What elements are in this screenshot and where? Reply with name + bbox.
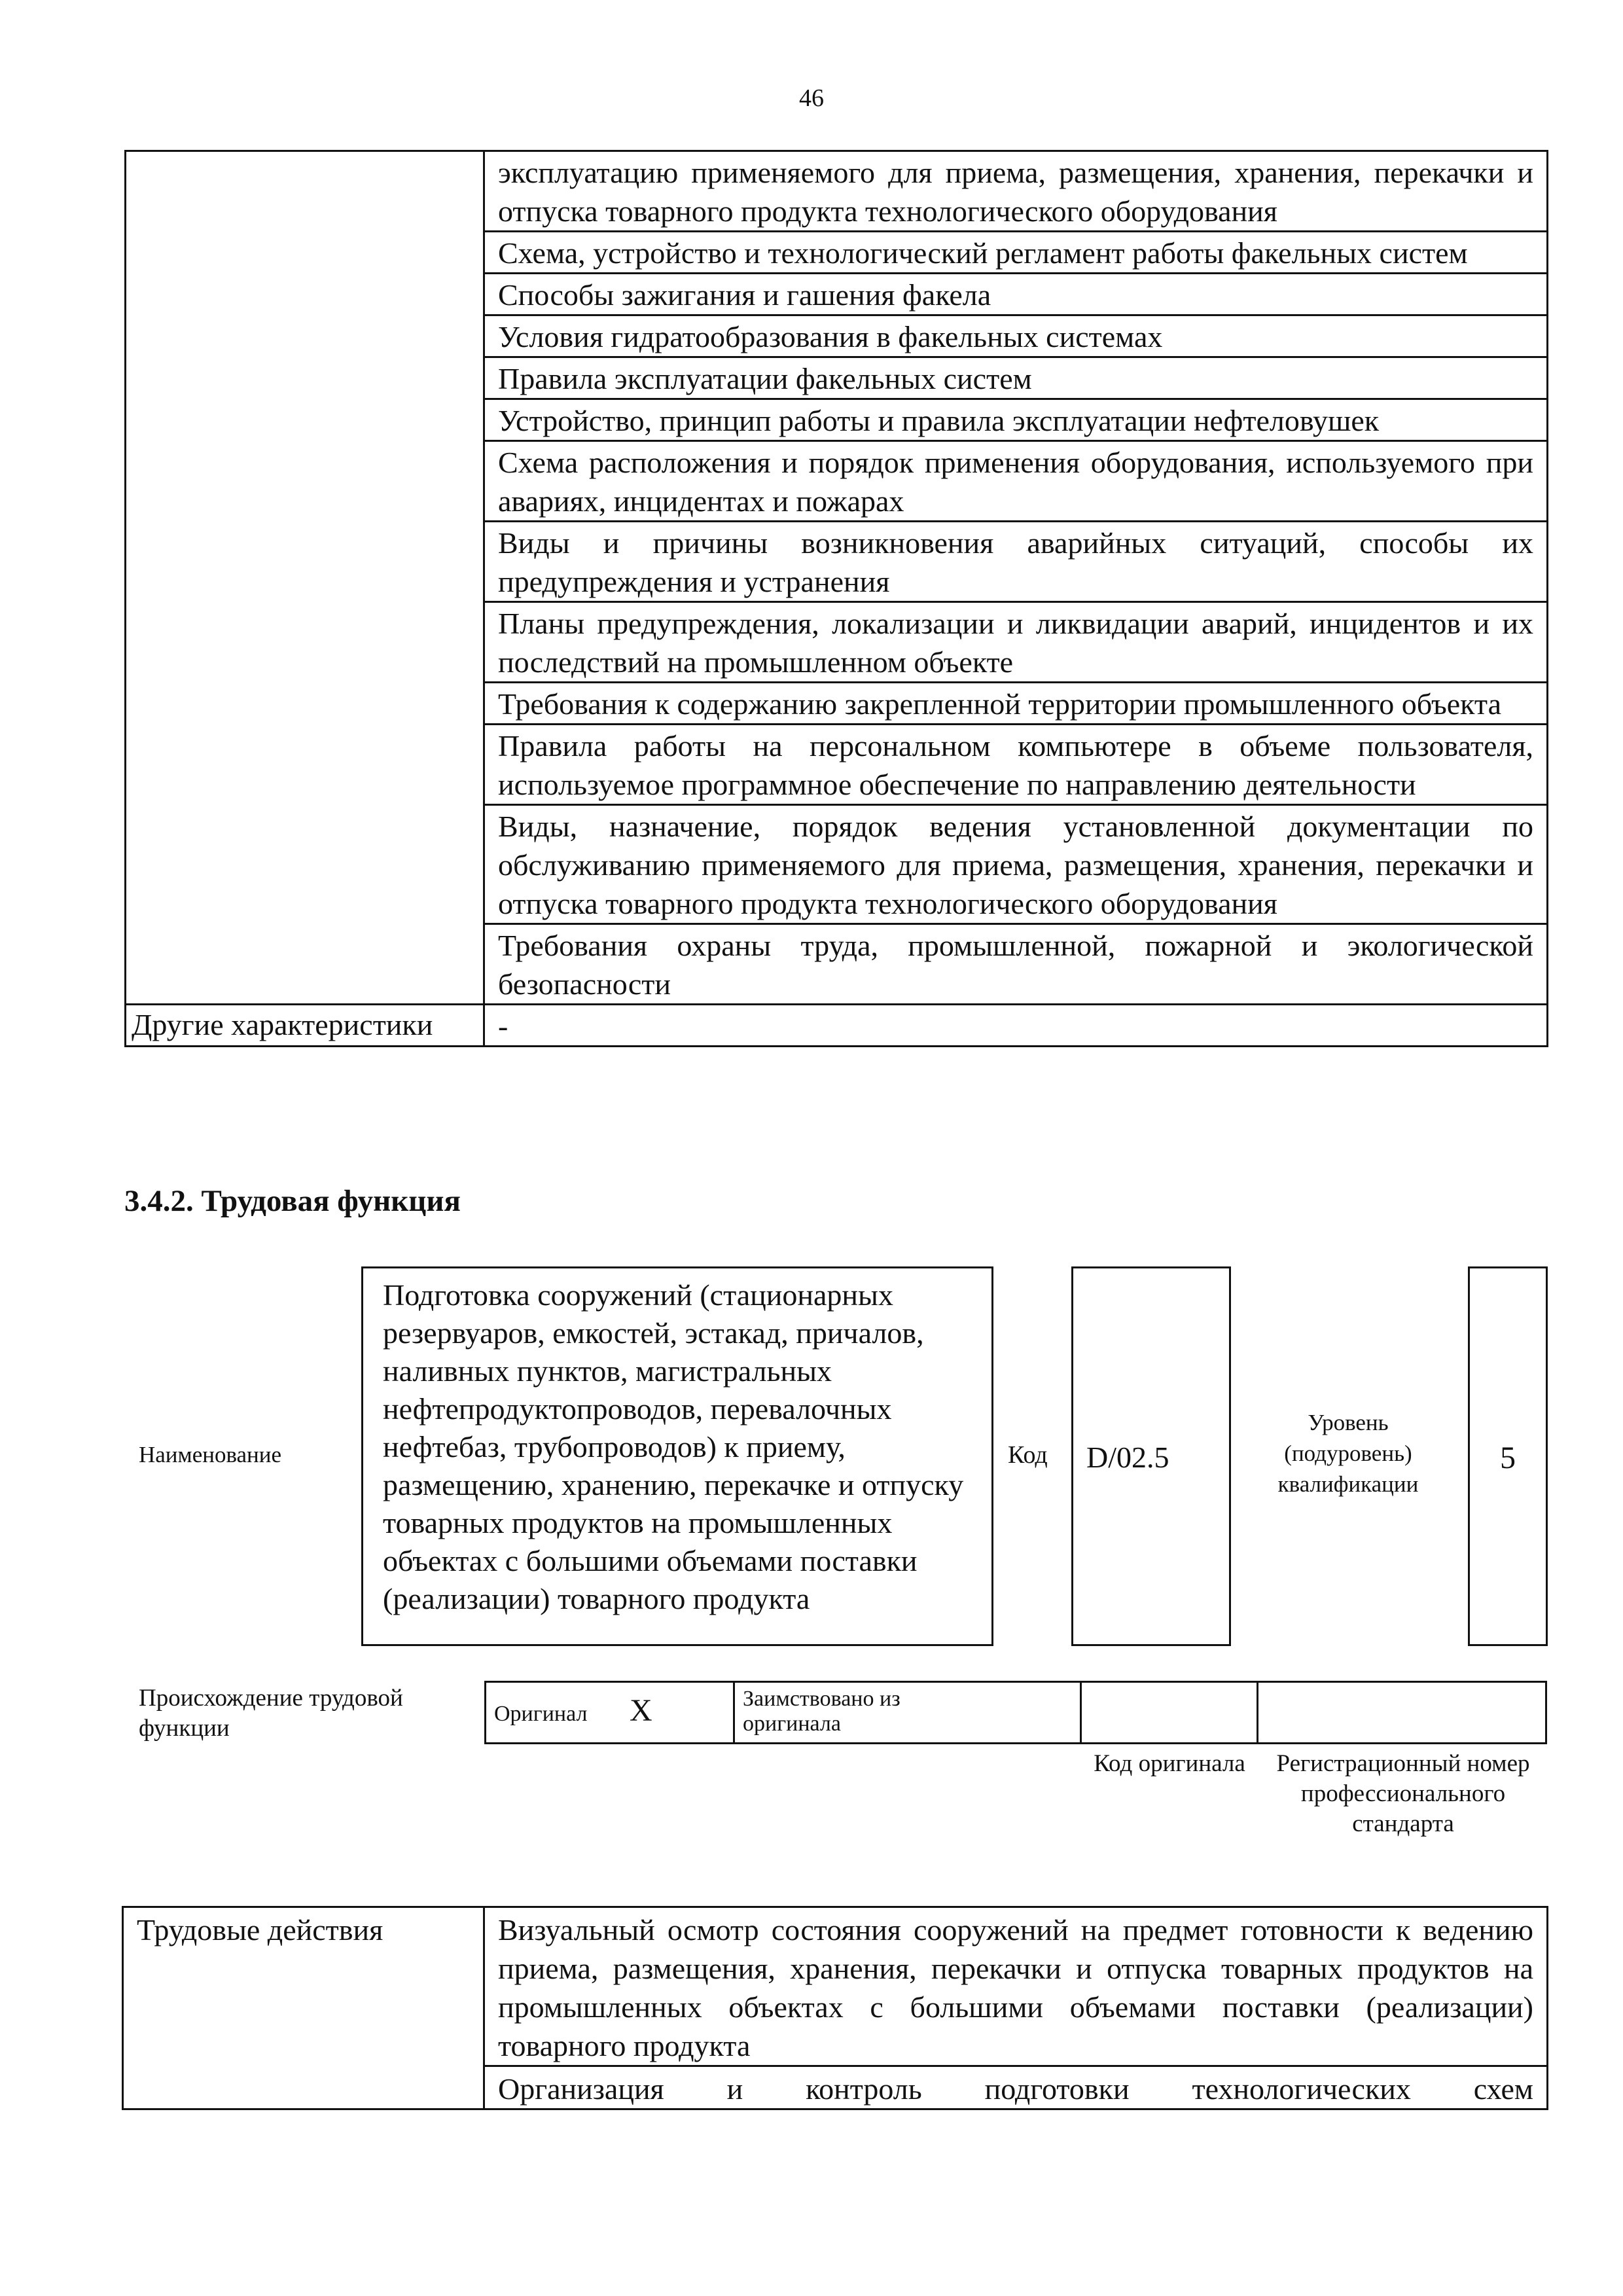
knowledge-item: эксплуатацию применяемого для приема, размещения, хранения, перекачки и отпуска товарного продукта технологического оборудования — [484, 151, 1548, 232]
borrowed-label: Заимствовано из оригинала — [743, 1687, 901, 1736]
origin-reg-cell — [1258, 1682, 1546, 1744]
labor-action-row — [123, 1907, 1548, 2066]
knowledge-item: Виды и причины возникновения аварийных ситуаций, способы их предупреждения и устранения — [484, 522, 1548, 602]
knowledge-item: Схема расположения и порядок применения оборудования, используемого при авариях, инцидентах и пожарах — [484, 441, 1548, 522]
knowledge-item: Способы зажигания и гашения факела — [484, 274, 1548, 315]
code-original-caption: Код оригинала — [1094, 1750, 1245, 1777]
knowledge-item: Требования охраны труда, промышленной, пожарной и экологической безопасности — [484, 924, 1548, 1005]
origin-label: Происхождение трудовой функции — [139, 1685, 403, 1742]
section-heading: 3.4.2. Трудовая функция — [124, 1184, 461, 1218]
level-label: Уровень (подуровень) квалификации — [1277, 1410, 1419, 1497]
knowledge-table — [124, 150, 1548, 1047]
origin-borrowed-cell — [734, 1682, 1081, 1744]
origin-table — [484, 1681, 1547, 1744]
original-label: Оригинал — [494, 1702, 588, 1726]
knowledge-item: Правила эксплуатации факельных систем — [484, 357, 1548, 399]
function-name-box — [361, 1266, 993, 1646]
labor-action-item: Организация и контроль подготовки технологических схем — [484, 2066, 1548, 2109]
knowledge-item: Правила работы на персональном компьютере в объеме пользователя, используемое программное обеспечение по направлению деятельности — [484, 725, 1548, 805]
knowledge-item: Планы предупреждения, локализации и ликвидации аварий, инцидентов и их последствий на промышленном объекте — [484, 602, 1548, 683]
origin-original-cell — [486, 1682, 734, 1744]
knowledge-item: Устройство, принцип работы и правила эксплуатации нефтеловушек — [484, 399, 1548, 441]
original-mark: X — [629, 1693, 652, 1728]
origin-code-cell — [1081, 1682, 1258, 1744]
level-value: 5 — [1500, 1441, 1516, 1475]
code-box — [1071, 1266, 1231, 1646]
name-label: Наименование — [139, 1442, 282, 1467]
other-characteristics-value: - — [484, 1005, 1548, 1047]
page-number: 46 — [799, 84, 824, 112]
labor-actions-label: Трудовые действия — [123, 1907, 484, 2109]
knowledge-item: Виды, назначение, порядок ведения установленной документации по обслуживанию применяемого для приема, размещения, хранения, перекачки и отпуска товарного продукта технологического оборудования — [484, 805, 1548, 924]
labor-actions-table — [122, 1906, 1548, 2110]
code-label: Код — [1008, 1441, 1048, 1469]
other-characteristics-label: Другие характеристики — [126, 1005, 484, 1047]
level-box — [1468, 1266, 1548, 1646]
knowledge-item: Требования к содержанию закрепленной территории промышленного объекта — [484, 683, 1548, 725]
other-characteristics-row — [126, 1005, 1548, 1047]
knowledge-item: Условия гидратообразования в факельных системах — [484, 315, 1548, 357]
knowledge-label-cell — [126, 151, 484, 1005]
reg-number-caption: Регистрационный номер профессионального стандарта — [1276, 1750, 1530, 1837]
knowledge-row — [126, 151, 1548, 232]
knowledge-item: Схема, устройство и технологический регламент работы факельных систем — [484, 232, 1548, 274]
code-value: D/02.5 — [1086, 1441, 1169, 1474]
function-name-value: Подготовка сооружений (стационарных резервуаров, емкостей, эстакад, причалов, наливных пунктов, магистральных нефтепродуктопроводов, перевалочных нефтебаз, трубопроводов) к приему, размещению, хранению, перекачке и отпуску товарных продуктов на промышленных объектах с большими объемами поставки (реализации) товарного продукта — [383, 1278, 964, 1615]
labor-action-item: Визуальный осмотр состояния сооружений на предмет готовности к ведению приема, размещения, хранения, перекачки и отпуска товарных продуктов на промышленных объектах с большими объемами поставки (реализации) товарного продукта — [484, 1907, 1548, 2066]
